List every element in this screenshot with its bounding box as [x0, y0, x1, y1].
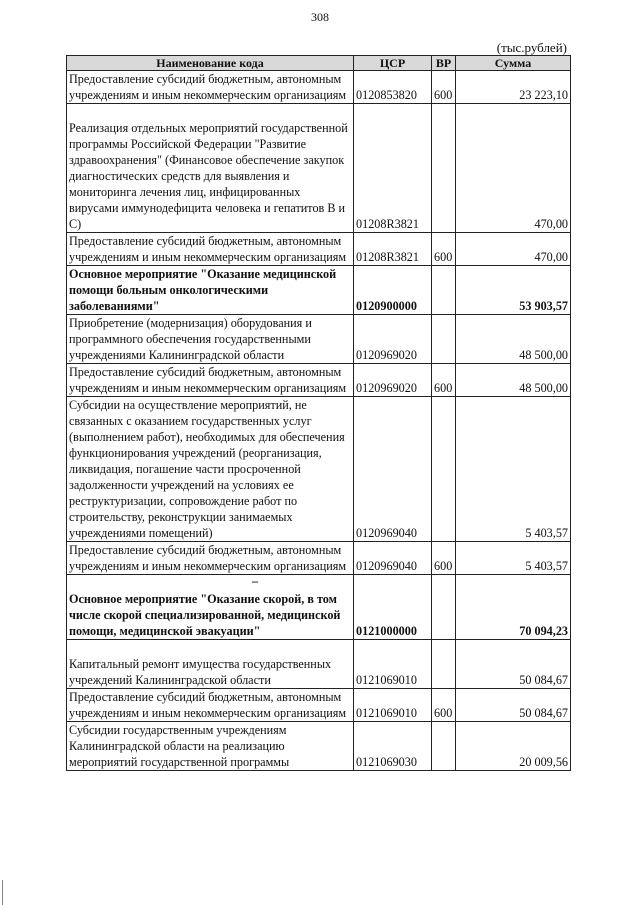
- row-name-text: Реализация отдельных мероприятий государственной программы Российской Федерации "Развитие здравоохранения" (Финансовое обеспечение закупок диагностических средств для выявления и мониторинга лечения лиц, инфицированных вирусами иммунодефицита человека и гепатитов B и C): [69, 121, 348, 231]
- row-name: Предоставление субсидий бюджетным, автономным учреждениям и иным некоммерческим организациям: [67, 542, 354, 575]
- row-vr: 600: [432, 71, 456, 104]
- header-sum: Сумма: [456, 56, 571, 71]
- row-sum: 23 223,10: [456, 71, 571, 104]
- row-sum: 50 084,67: [456, 640, 571, 689]
- row-sum: 470,00: [456, 104, 571, 233]
- row-vr: 600: [432, 689, 456, 722]
- units-label: (тыс.рублей): [496, 40, 567, 55]
- row-vr: [432, 104, 456, 233]
- row-csr: 0121069010: [354, 640, 432, 689]
- row-name: [67, 575, 354, 640]
- row-vr: [432, 722, 456, 771]
- row-csr: 0120853820: [354, 71, 432, 104]
- page-number: 308: [311, 10, 329, 24]
- row-csr: 0121000000: [354, 575, 432, 640]
- table-row: [67, 542, 571, 575]
- table-row: [67, 266, 571, 315]
- table-row: [67, 104, 571, 233]
- header-vr: ВР: [432, 56, 456, 71]
- row-sum: 53 903,57: [456, 266, 571, 315]
- margin-mark: [2, 880, 3, 905]
- row-vr: [432, 266, 456, 315]
- table-row: [67, 722, 571, 771]
- row-name: Предоставление субсидий бюджетным, автономным учреждениям и иным некоммерческим организациям: [67, 364, 354, 397]
- row-csr: 01208R3821: [354, 233, 432, 266]
- row-csr: 0120969020: [354, 364, 432, 397]
- row-sum: 50 084,67: [456, 689, 571, 722]
- row-name: [67, 104, 354, 233]
- row-name-text: Капитальный ремонт имущества государственных учреждений Калининградской области: [69, 657, 332, 687]
- row-name: Приобретение (модернизация) оборудования и программного обеспечения государственными учреждениями Калининградской области: [67, 315, 354, 364]
- row-csr: 0121069010: [354, 689, 432, 722]
- row-csr: 01208R3821: [354, 104, 432, 233]
- row-csr: 0121069030: [354, 722, 432, 771]
- row-csr: 0120969020: [354, 315, 432, 364]
- table-header-row: [67, 56, 571, 71]
- row-vr: 600: [432, 542, 456, 575]
- row-csr: 0120900000: [354, 266, 432, 315]
- row-sum: 48 500,00: [456, 364, 571, 397]
- row-name: [67, 640, 354, 689]
- row-vr: [432, 397, 456, 542]
- budget-table: [66, 55, 571, 771]
- dash-mark: –: [251, 574, 259, 588]
- row-name: Предоставление субсидий бюджетным, автономным учреждениям и иным некоммерческим организациям: [67, 689, 354, 722]
- row-csr: 0120969040: [354, 397, 432, 542]
- row-sum: 5 403,57: [456, 542, 571, 575]
- table-row: [67, 689, 571, 722]
- row-vr: 600: [432, 364, 456, 397]
- table-row: [67, 397, 571, 542]
- row-sum: 470,00: [456, 233, 571, 266]
- table-row: [67, 575, 571, 640]
- row-sum: 48 500,00: [456, 315, 571, 364]
- row-csr: 0120969040: [354, 542, 432, 575]
- row-vr: 600: [432, 233, 456, 266]
- row-name: Субсидии государственным учреждениям Калининградской области на реализацию мероприятий государственной программы: [67, 722, 354, 771]
- row-sum: 20 009,56: [456, 722, 571, 771]
- header-csr: ЦСР: [354, 56, 432, 71]
- table-row: [67, 71, 571, 104]
- row-sum: 5 403,57: [456, 397, 571, 542]
- row-vr: [432, 575, 456, 640]
- table-row: [67, 315, 571, 364]
- row-name: Предоставление субсидий бюджетным, автономным учреждениям и иным некоммерческим организациям: [67, 233, 354, 266]
- table-row: [67, 364, 571, 397]
- row-vr: [432, 315, 456, 364]
- row-vr: [432, 640, 456, 689]
- table-row: [67, 640, 571, 689]
- row-sum: 70 094,23: [456, 575, 571, 640]
- header-name: Наименование кода: [67, 56, 354, 71]
- table-row: [67, 233, 571, 266]
- row-name-text: Основное мероприятие "Оказание скорой, в том числе скорой специализированной, медицинской помощи, медицинской эвакуации": [69, 592, 341, 638]
- row-name: Субсидии на осуществление мероприятий, не связанных с оказанием государственных услуг (выполнением работ), необходимых для обеспечения функционирования учреждений (реорганизация, ликвидация, погашение части просроченной задолженности учреждений на условиях ее реструктуризации, сопровождение работ по строительству, реконструкции занимаемых учреждениями помещений): [67, 397, 354, 542]
- row-name: Предоставление субсидий бюджетным, автономным учреждениям и иным некоммерческим организациям: [67, 71, 354, 104]
- row-name: Основное мероприятие "Оказание медицинской помощи больным онкологическими заболеваниями": [67, 266, 354, 315]
